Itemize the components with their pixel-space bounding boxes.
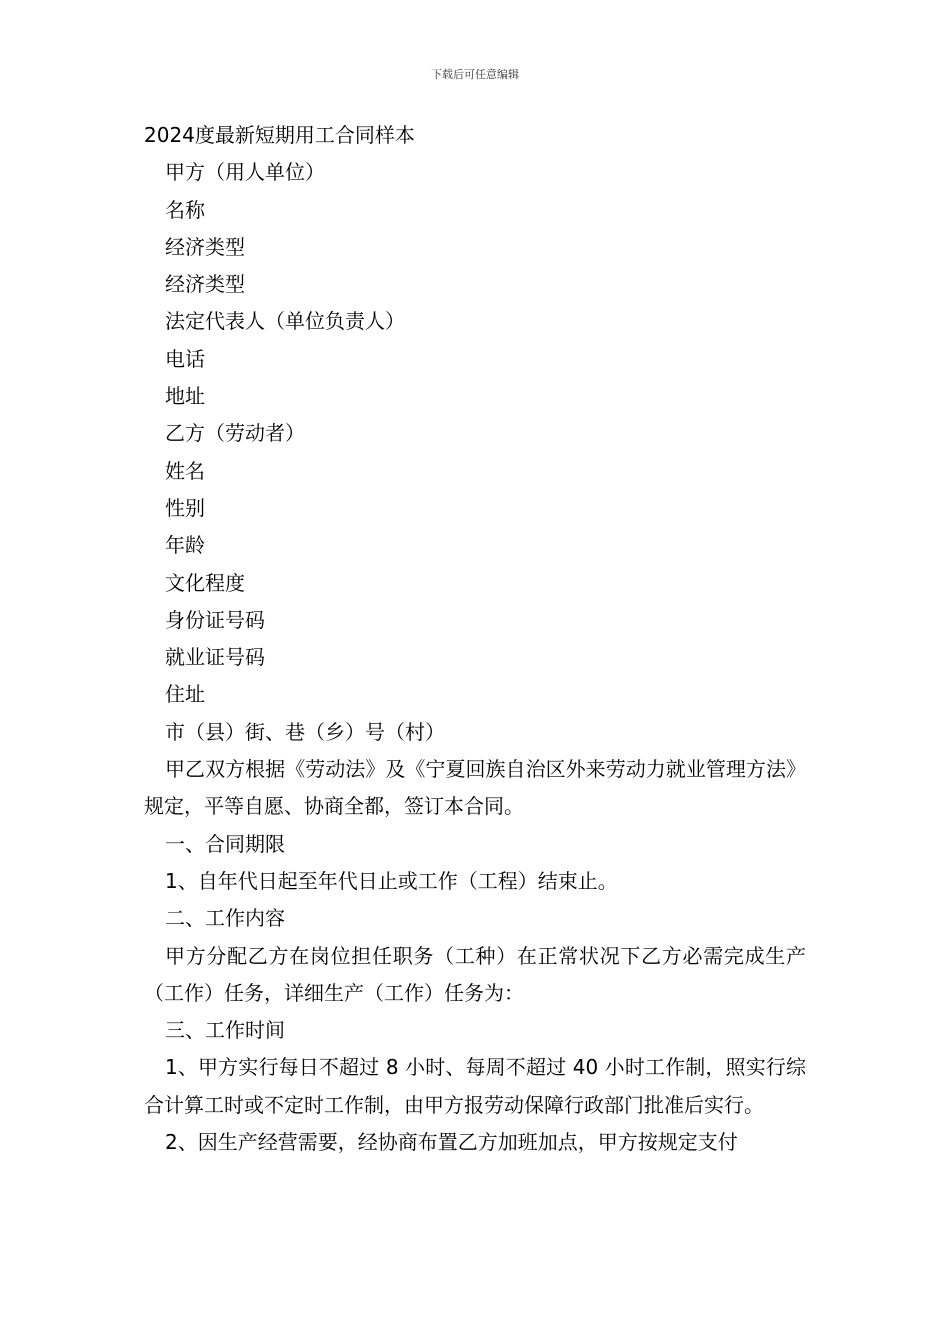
party-b-field-residence: 住址	[165, 682, 205, 707]
section-3-item-1: 1、甲方实行每日不超过 8 小时、每周不超过 40 小时工作制，照实行综合计算工时或不定时工作制，由甲方报劳动保障行政部门批准后实行。	[144, 1055, 806, 1117]
party-a-field-economic-type-2: 经济类型	[165, 272, 245, 297]
party-a-field-name: 名称	[165, 197, 205, 222]
party-b-field-employment-cert: 就业证号码	[165, 645, 265, 670]
section-2-paragraph: 甲方分配乙方在岗位担任职务（工种）在正常状况下乙方必需完成生产（工作）任务，详细生产（工作）任务为：	[144, 943, 806, 1005]
party-b-field-name: 姓名	[165, 458, 205, 483]
party-b-field-gender: 性别	[165, 495, 205, 520]
section-1-item-1: 1、自年代日起至年代日止或工作（工程）结束止。	[165, 868, 618, 893]
party-b-heading: 乙方（劳动者）	[165, 421, 305, 446]
section-3-item-2: 2、因生产经营需要，经协商布置乙方加班加点，甲方按规定支付	[165, 1130, 738, 1155]
party-b-field-education: 文化程度	[165, 570, 245, 595]
party-a-field-economic-type: 经济类型	[165, 234, 245, 259]
party-a-field-phone: 电话	[165, 346, 205, 371]
party-a-field-legal-rep: 法定代表人（单位负责人）	[165, 309, 405, 334]
header-note: 下载后可任意编辑	[431, 68, 519, 81]
party-a-field-address: 地址	[165, 384, 205, 409]
document-body	[144, 117, 806, 1161]
party-b-field-id-number: 身份证号码	[165, 607, 265, 632]
party-b-field-age: 年龄	[165, 533, 205, 558]
section-2-heading: 二、工作内容	[165, 906, 285, 931]
preamble-paragraph: 甲乙双方根据《劳动法》及《宁夏回族自治区外来劳动力就业管理方法》规定，平等自愿、协商全都，签订本合同。	[144, 757, 806, 819]
party-a-heading: 甲方（用人单位）	[165, 160, 325, 185]
document-title: 2024度最新短期用工合同样本	[144, 123, 415, 147]
party-b-field-address-detail: 市（县）街、巷（乡）号（村）	[165, 719, 445, 744]
section-3-heading: 三、工作时间	[165, 1018, 285, 1043]
section-1-heading: 一、合同期限	[165, 831, 285, 856]
